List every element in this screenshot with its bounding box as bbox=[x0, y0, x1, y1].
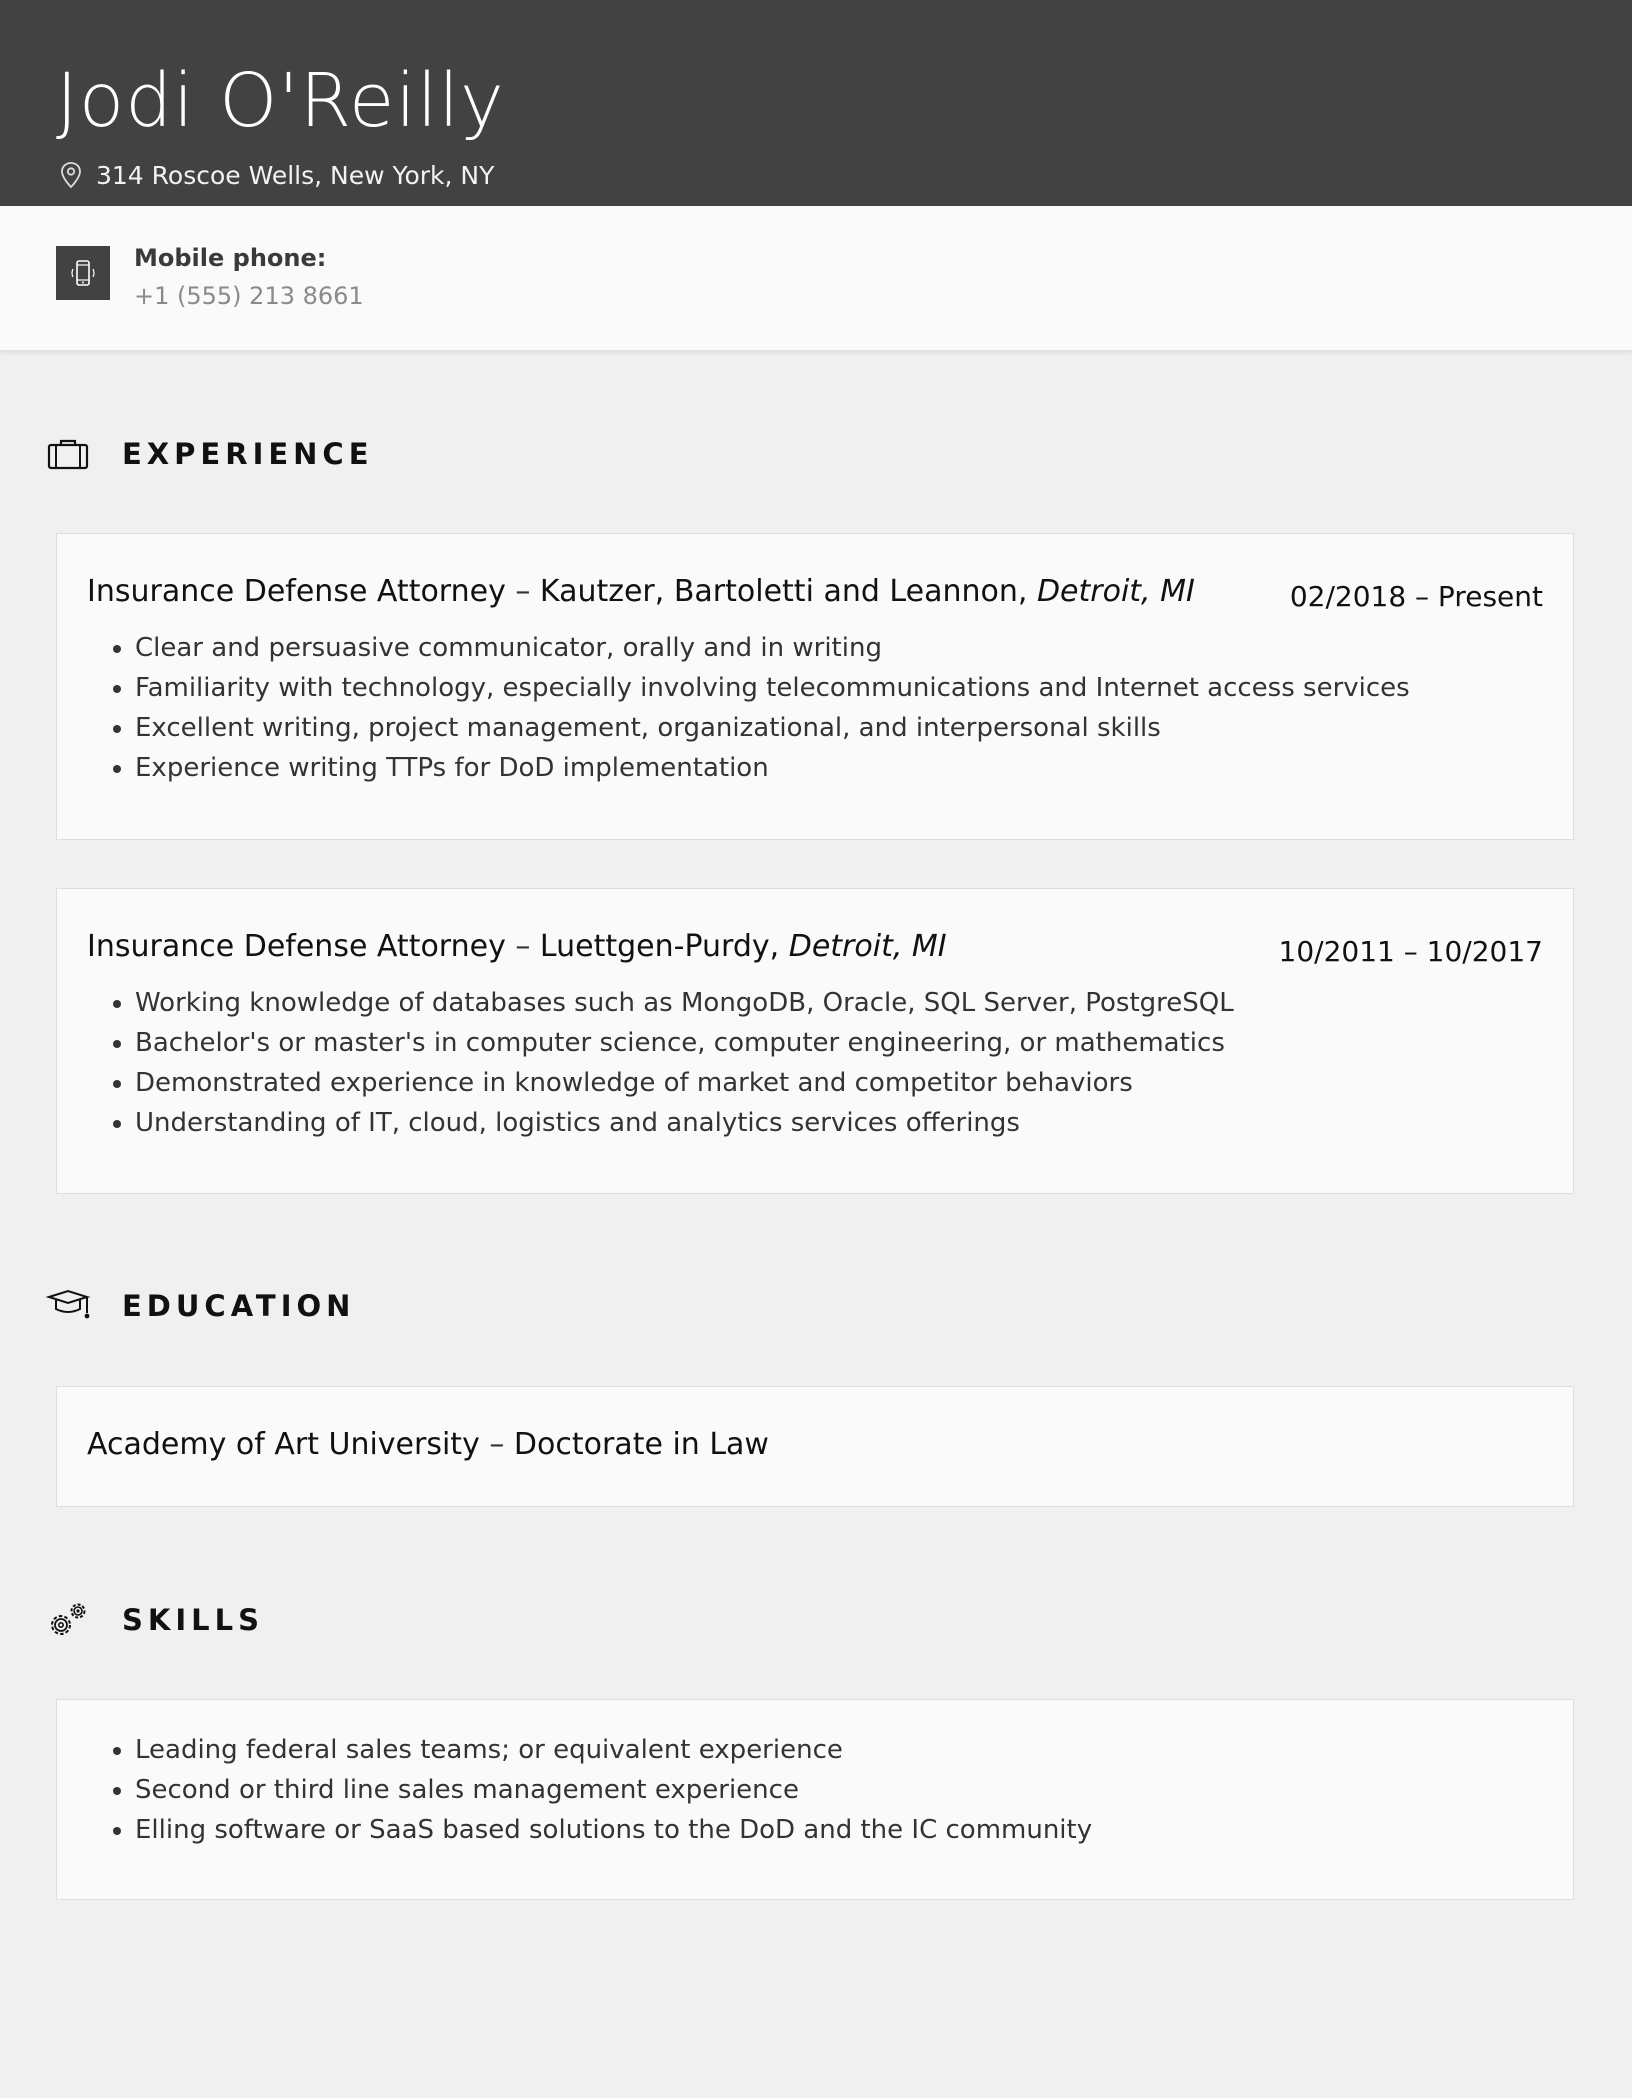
job-title-line bbox=[87, 929, 947, 964]
address-text: 314 Roscoe Wells, New York, NY bbox=[96, 160, 495, 190]
list-item: • Understanding of IT, cloud, logistics and analytics services offerings bbox=[135, 1103, 1234, 1143]
experience-heading bbox=[46, 432, 374, 476]
job-location: Detroit, MI bbox=[788, 929, 947, 964]
briefcase-icon bbox=[46, 437, 90, 471]
skills-card bbox=[56, 1699, 1574, 1900]
job-role: Insurance Defense Attorney bbox=[87, 574, 506, 609]
list-item: • Excellent writing, project management, organizational, and interpersonal skills bbox=[135, 708, 1410, 748]
job-bullets bbox=[87, 628, 1410, 788]
list-item: • Bachelor's or master's in computer science, computer engineering, or mathematics bbox=[135, 1023, 1234, 1063]
list-item: • Familiarity with technology, especially involving telecommunications and Internet access services bbox=[135, 668, 1410, 708]
gears-icon bbox=[46, 1600, 90, 1640]
list-item: • Demonstrated experience in knowledge of market and competitor behaviors bbox=[135, 1063, 1234, 1103]
contact-bar bbox=[0, 206, 1632, 350]
graduation-cap-icon bbox=[46, 1287, 90, 1325]
experience-title: EXPERIENCE bbox=[122, 437, 374, 471]
list-item: • Elling software or SaaS based solutions to the DoD and the IC community bbox=[135, 1810, 1092, 1850]
phone-number[interactable]: +1 (555) 213 8661 bbox=[134, 282, 364, 310]
mobile-phone-icon bbox=[56, 246, 110, 300]
job-separator: – bbox=[505, 574, 540, 609]
job-location: Detroit, MI bbox=[1036, 574, 1195, 609]
candidate-name: Jodi O'Reilly bbox=[56, 58, 505, 144]
experience-card bbox=[56, 888, 1574, 1194]
skills-list bbox=[87, 1730, 1092, 1850]
list-item: • Working knowledge of databases such as MongoDB, Oracle, SQL Server, PostgreSQL bbox=[135, 983, 1234, 1023]
list-item: • Second or third line sales management experience bbox=[135, 1770, 1092, 1810]
address-line bbox=[60, 158, 494, 192]
job-dates: 10/2011 – 10/2017 bbox=[1278, 935, 1543, 968]
degree: Doctorate in Law bbox=[513, 1427, 769, 1462]
education-line bbox=[87, 1427, 769, 1462]
school-name: Academy of Art University bbox=[87, 1427, 480, 1462]
list-item: • Experience writing TTPs for DoD implementation bbox=[135, 748, 1410, 788]
job-role: Insurance Defense Attorney bbox=[87, 929, 506, 964]
skills-title: SKILLS bbox=[122, 1603, 264, 1637]
education-card bbox=[56, 1386, 1574, 1507]
location-pin-icon bbox=[60, 161, 82, 189]
education-separator: – bbox=[479, 1427, 514, 1462]
job-title-line bbox=[87, 574, 1195, 609]
experience-card bbox=[56, 533, 1574, 840]
job-separator: – bbox=[505, 929, 540, 964]
list-item: • Leading federal sales teams; or equivalent experience bbox=[135, 1730, 1092, 1770]
job-dates: 02/2018 – Present bbox=[1289, 580, 1543, 613]
job-company: Luettgen-Purdy, bbox=[539, 929, 780, 964]
job-bullets bbox=[87, 983, 1234, 1143]
education-title: EDUCATION bbox=[122, 1289, 356, 1323]
skills-heading bbox=[46, 1598, 264, 1642]
education-heading bbox=[46, 1284, 355, 1328]
job-company: Kautzer, Bartoletti and Leannon, bbox=[539, 574, 1028, 609]
phone-label: Mobile phone: bbox=[134, 244, 327, 272]
list-item: • Clear and persuasive communicator, orally and in writing bbox=[135, 628, 1410, 668]
resume-header bbox=[0, 0, 1632, 206]
